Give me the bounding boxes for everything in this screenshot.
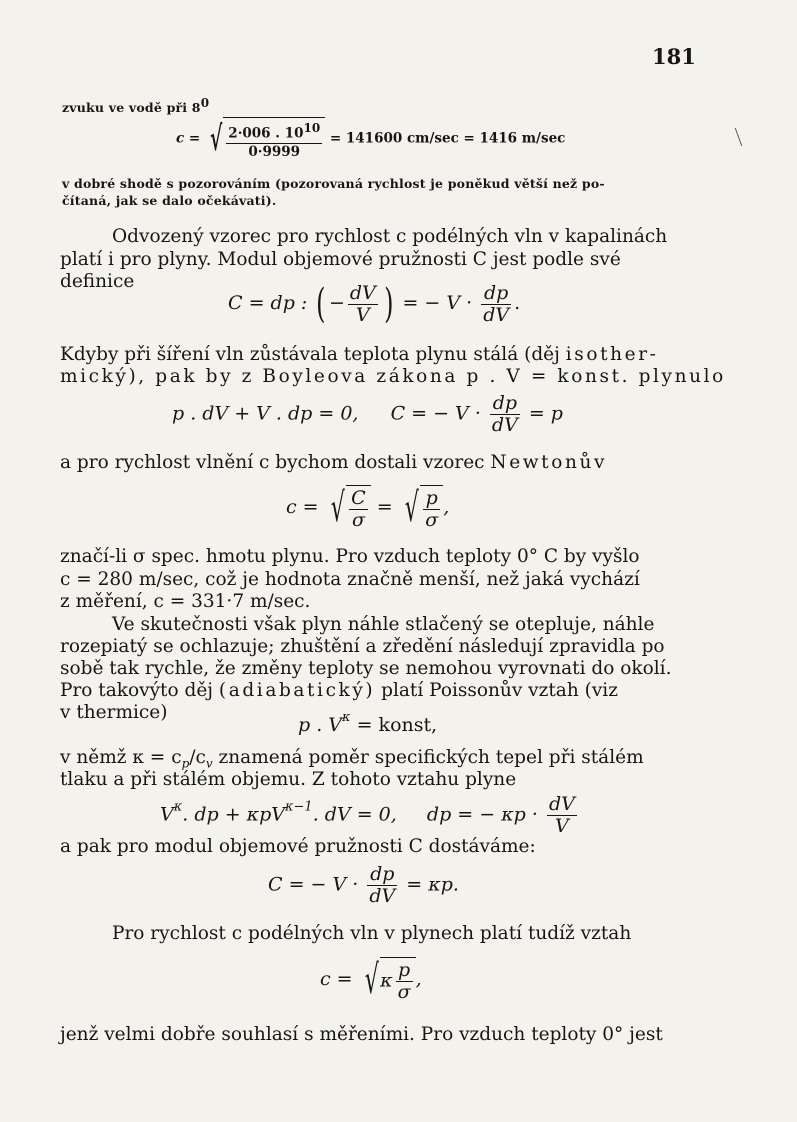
eq2-den-1: V [355, 303, 370, 326]
p5-line-2: rozepiatý se ochlazuje; zhuštění a zředění následují zpravidla po [60, 636, 665, 657]
p1-line-1: Odvozený vzorec pro rychlost c podélných vln v kapalinách [112, 226, 668, 247]
eq8-num: p [396, 960, 413, 982]
eq4-eq: = [376, 496, 393, 518]
eq2-end: . [514, 292, 521, 314]
eq8-sqrt: √κ $\frac{p}{\sigma}$ [359, 957, 416, 1003]
eq4-lhs: c = [286, 496, 319, 518]
eq6-a-exp: κ [173, 799, 183, 815]
equation-2: C = dp : ( − $\frac{dV}{V}$ ) = − V · $\frac{dp}{dV}$ . [228, 281, 521, 327]
eq8-den: σ [397, 981, 411, 1003]
p1-line-2: platí i pro plyny. Modul objemové pružnosti C jest podle své [60, 249, 621, 270]
eq4-sqrt-2: √ $\frac{p}{\sigma}$ [399, 485, 443, 531]
eq7-lhs: C = − V · [268, 873, 359, 896]
p5-text-b: platí Poissonův vztah (viz [381, 680, 618, 701]
small-para-line-2: čítaná, jak se dalo očekávati). [62, 193, 277, 208]
text-zvuku: zvuku ve vodě při 8 [62, 100, 201, 116]
eq1-sqrt: √ $\frac{2\cdot 006 . 1010}{0\cdot 9999}$ [205, 117, 325, 161]
p5-line-3: sobě tak rychle, že změny teploty se nemohou vyrovnati do okolí. [60, 658, 672, 679]
p3-line [60, 452, 607, 474]
equation-6 [160, 794, 580, 837]
eq3-num: dp [490, 393, 520, 415]
p6-c: znamená poměr specifických tepel při stálém [212, 747, 644, 768]
eq3-den: dV [491, 414, 518, 436]
p4-line-3: z měření, c = 331·7 m/sec. [60, 591, 311, 612]
p4-line-1: značí-li σ spec. hmotu plynu. Pro vzduch teploty 0° C by vyšlo [60, 546, 640, 567]
eq1-fraction [226, 120, 322, 161]
p5-line-1: Ve skutečnosti však plyn náhle stlačený se otepluje, náhle [112, 614, 655, 635]
equation-7 [268, 864, 459, 907]
p6-sub-p: p [181, 756, 190, 771]
eq2-num-1: dV [349, 281, 376, 304]
eq8-kappa: κ [380, 969, 393, 992]
eq6-den: V [555, 815, 569, 837]
p2-isother: isother- [565, 344, 659, 365]
eq4-sqrt-1: √ $\frac{C}{\sigma}$ [325, 485, 371, 531]
p2-line-1-text: Kdyby při šíření vln zůstávala teplota plynu stálá (děj [60, 344, 560, 365]
p5-text-a: Pro takovýto děj [60, 680, 214, 701]
p5-adiabatic: (adiabatický) [218, 680, 376, 701]
text-line-zvuku [62, 96, 209, 115]
eq6-b: . dp + κpV [182, 803, 286, 826]
p6-a: v němž κ = c [60, 747, 182, 768]
eq1-lhs: c = [176, 130, 201, 147]
eq6-c: . dV = 0, [312, 803, 397, 826]
eq6-d: dp = − κp · [426, 803, 538, 826]
p4-line-2: c = 280 m/sec, což je hodnota značně menší, než jaká vychází [60, 569, 640, 590]
eq6-a: V [160, 803, 174, 826]
eq8-lhs: c = [320, 968, 353, 990]
p5-line-4 [60, 680, 618, 702]
eq4-den-2: σ [425, 509, 439, 531]
equation-5 [298, 710, 437, 736]
eq2-fraction-1 [348, 283, 378, 326]
eq1-denominator: 0·9999 [248, 143, 301, 160]
eq1-exponent: 10 [303, 121, 321, 135]
p8-line: Pro rychlost c podélných vln v plynech platí tudíž vztah [112, 923, 632, 944]
eq6-b-exp: κ−1 [285, 799, 313, 815]
p6-line-2: tlaku a při stálém objemu. Z tohoto vztahu plyne [60, 769, 517, 790]
eq7-rhs: = κp. [406, 873, 459, 896]
eq2-num-2: dp [481, 283, 511, 305]
eq7-fraction [367, 864, 397, 907]
equation-4 [286, 485, 449, 531]
eq3-lhs2: C = − V · [390, 402, 481, 425]
equation-1 [176, 117, 565, 161]
eq1-rhs: = 141600 cm/sec = 1416 m/sec [329, 130, 566, 147]
degree-sign: 0 [200, 96, 210, 110]
eq3-rhs: = p [528, 402, 563, 425]
p2-line-2 [60, 366, 726, 388]
p3-text: a pro rychlost vlnění c bychom dostali vzorec [60, 452, 485, 473]
small-para-line-1: v dobré shodě s pozorováním (pozorovaná rychlost je poněkud větší než po- [62, 176, 605, 191]
eq7-num: dp [367, 864, 397, 886]
eq4-num-1: C [351, 487, 366, 509]
page-number: 181 [652, 44, 696, 69]
eq6-num: dV [548, 793, 575, 815]
margin-mark [735, 128, 746, 146]
p3-newton: Newtonův [490, 452, 608, 473]
p6-b: /c [189, 747, 206, 768]
eq8-end: , [415, 968, 422, 990]
eq2-den-2: dV [483, 303, 510, 326]
p7-line: a pak pro modul objemové pružnosti C dostáváme: [60, 836, 536, 857]
eq5-text: p . V [298, 714, 343, 736]
eq3-left: p . dV + V . dp = 0, [172, 402, 359, 425]
equation-8 [320, 957, 422, 1003]
p1-line-3: definice [60, 271, 135, 292]
eq5-rhs: = konst, [356, 714, 438, 736]
eq2-lhs: C = dp : [228, 292, 308, 314]
eq4-den-1: σ [351, 509, 365, 531]
p5-line-5: v thermice) [60, 702, 168, 723]
eq5-exp: κ [342, 710, 351, 725]
p2-line-2-text: mický), pak by z Boyleova zákona p . V = konst. plynulo [60, 366, 726, 387]
eq3-fraction [490, 393, 520, 436]
eq7-den: dV [369, 885, 396, 907]
equation-3 [172, 393, 563, 436]
p6-sub-v: v [205, 756, 213, 771]
eq6-fraction [547, 794, 577, 837]
eq2-mid: = − V · [402, 292, 473, 314]
p9-line: jenž velmi dobře souhlasí s měřeními. Pro vzduch teploty 0° jest [60, 1024, 663, 1045]
eq2-fraction-2 [481, 283, 511, 326]
eq4-end: , [443, 496, 450, 518]
eq1-numerator: 2·006 . 10 [228, 125, 304, 142]
eq4-num-2: p [423, 488, 440, 510]
p2-line-1 [60, 344, 659, 366]
